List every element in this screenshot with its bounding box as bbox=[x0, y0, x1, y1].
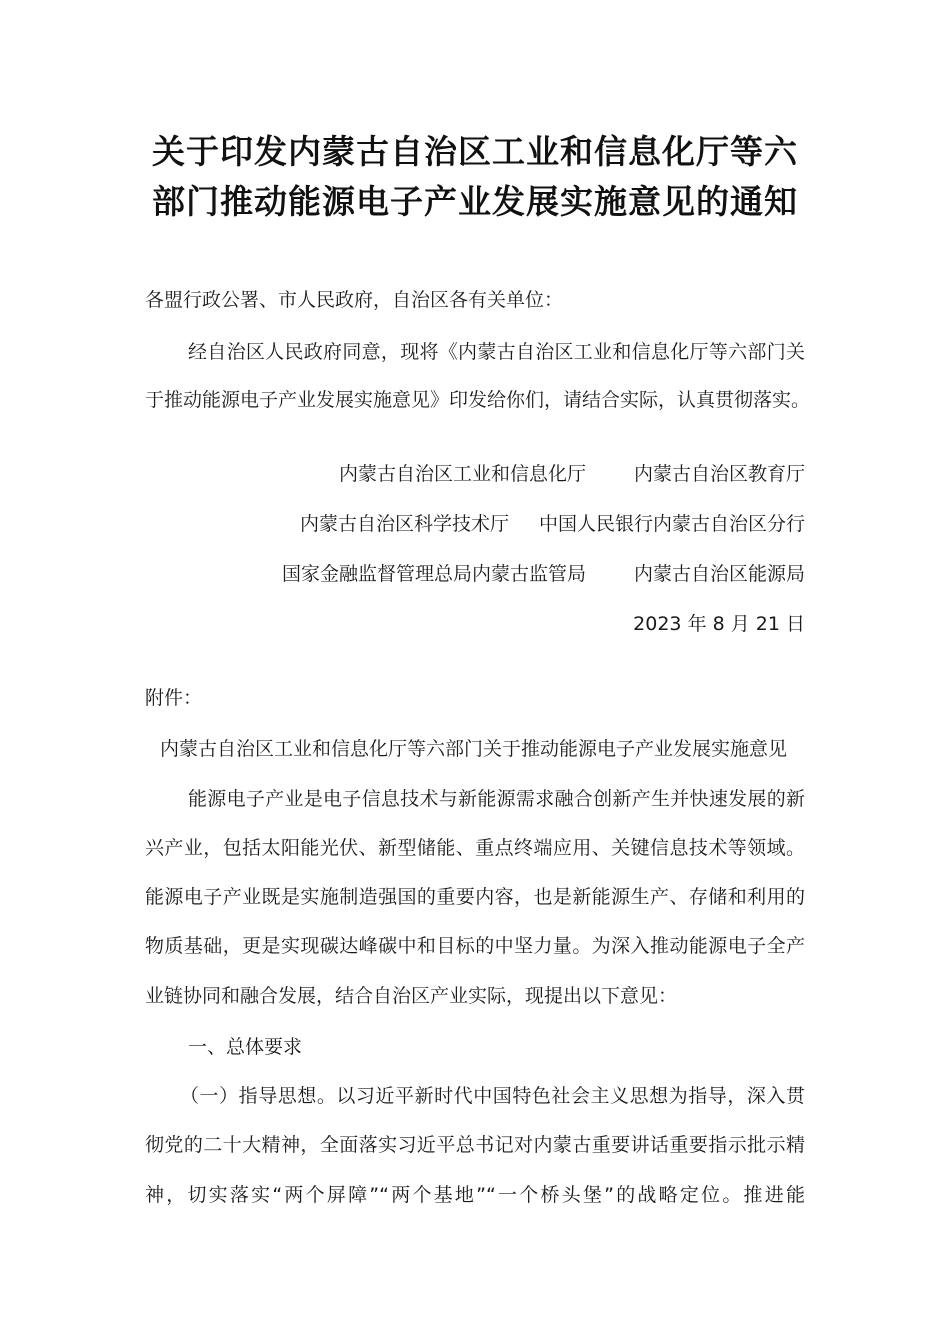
body-line-3: 能源电子产业既是实施制造强国的重要内容，也是新能源生产、存储和利用的 bbox=[145, 886, 805, 908]
signatory: 国家金融监督管理总局内蒙古监管局 bbox=[281, 563, 586, 585]
attachment-label: 附件： bbox=[145, 687, 203, 709]
guiding-line-3: 神，切实落实“两个屏障”“两个基地”“一个桥头堡”的战略定位。推进能 bbox=[145, 1184, 805, 1206]
body-line-5: 业链协同和融合发展，结合自治区产业实际，现提出以下意见： bbox=[145, 985, 678, 1007]
signatory: 内蒙古自治区科学技术厅 bbox=[299, 513, 509, 535]
document-title-line-2: 部门推动能源电子产业发展实施意见的通知 bbox=[152, 182, 798, 221]
document-title-line-1: 关于印发内蒙古自治区工业和信息化厅等六 bbox=[152, 132, 798, 171]
body-line-2: 兴产业，包括太阳能光伏、新型储能、重点终端应用、关键信息技术等领域。 bbox=[145, 837, 805, 859]
body-line-4: 物质基础，更是实现碳达峰碳中和目标的中坚力量。为深入推动能源电子全产 bbox=[145, 935, 805, 957]
signatory: 内蒙古自治区工业和信息化厅 bbox=[338, 463, 586, 485]
section-heading: 一、总体要求 bbox=[188, 1036, 303, 1058]
intro-line-2: 于推动能源电子产业发展实施意见》印发给你们，请结合实际，认真贯彻落实。 bbox=[145, 389, 811, 411]
signatory-row-3 bbox=[282, 560, 805, 588]
signatory: 内蒙古自治区教育厅 bbox=[633, 463, 805, 485]
guiding-line-1: （一）指导思想。以习近平新时代中国特色社会主义思想为指导，深入贯 bbox=[180, 1085, 805, 1107]
intro-line-1: 经自治区人民政府同意，现将《内蒙古自治区工业和信息化厅等六部门关 bbox=[188, 341, 805, 363]
salutation: 各盟行政公署、市人民政府，自治区各有关单位： bbox=[145, 289, 564, 311]
signatory: 中国人民银行内蒙古自治区分行 bbox=[538, 513, 805, 535]
guiding-line-2: 彻党的二十大精神，全面落实习近平总书记对内蒙古重要讲话重要指示批示精 bbox=[145, 1134, 805, 1156]
signatory-row-1 bbox=[339, 460, 805, 488]
document-date: 2023 年 8 月 21 日 bbox=[633, 613, 805, 635]
body-line-1: 能源电子产业是电子信息技术与新能源需求融合创新产生并快速发展的新 bbox=[188, 788, 805, 810]
attachment-title: 内蒙古自治区工业和信息化厅等六部门关于推动能源电子产业发展实施意见 bbox=[160, 738, 788, 760]
signatory: 内蒙古自治区能源局 bbox=[633, 563, 805, 585]
signatory-row-2 bbox=[300, 510, 805, 538]
